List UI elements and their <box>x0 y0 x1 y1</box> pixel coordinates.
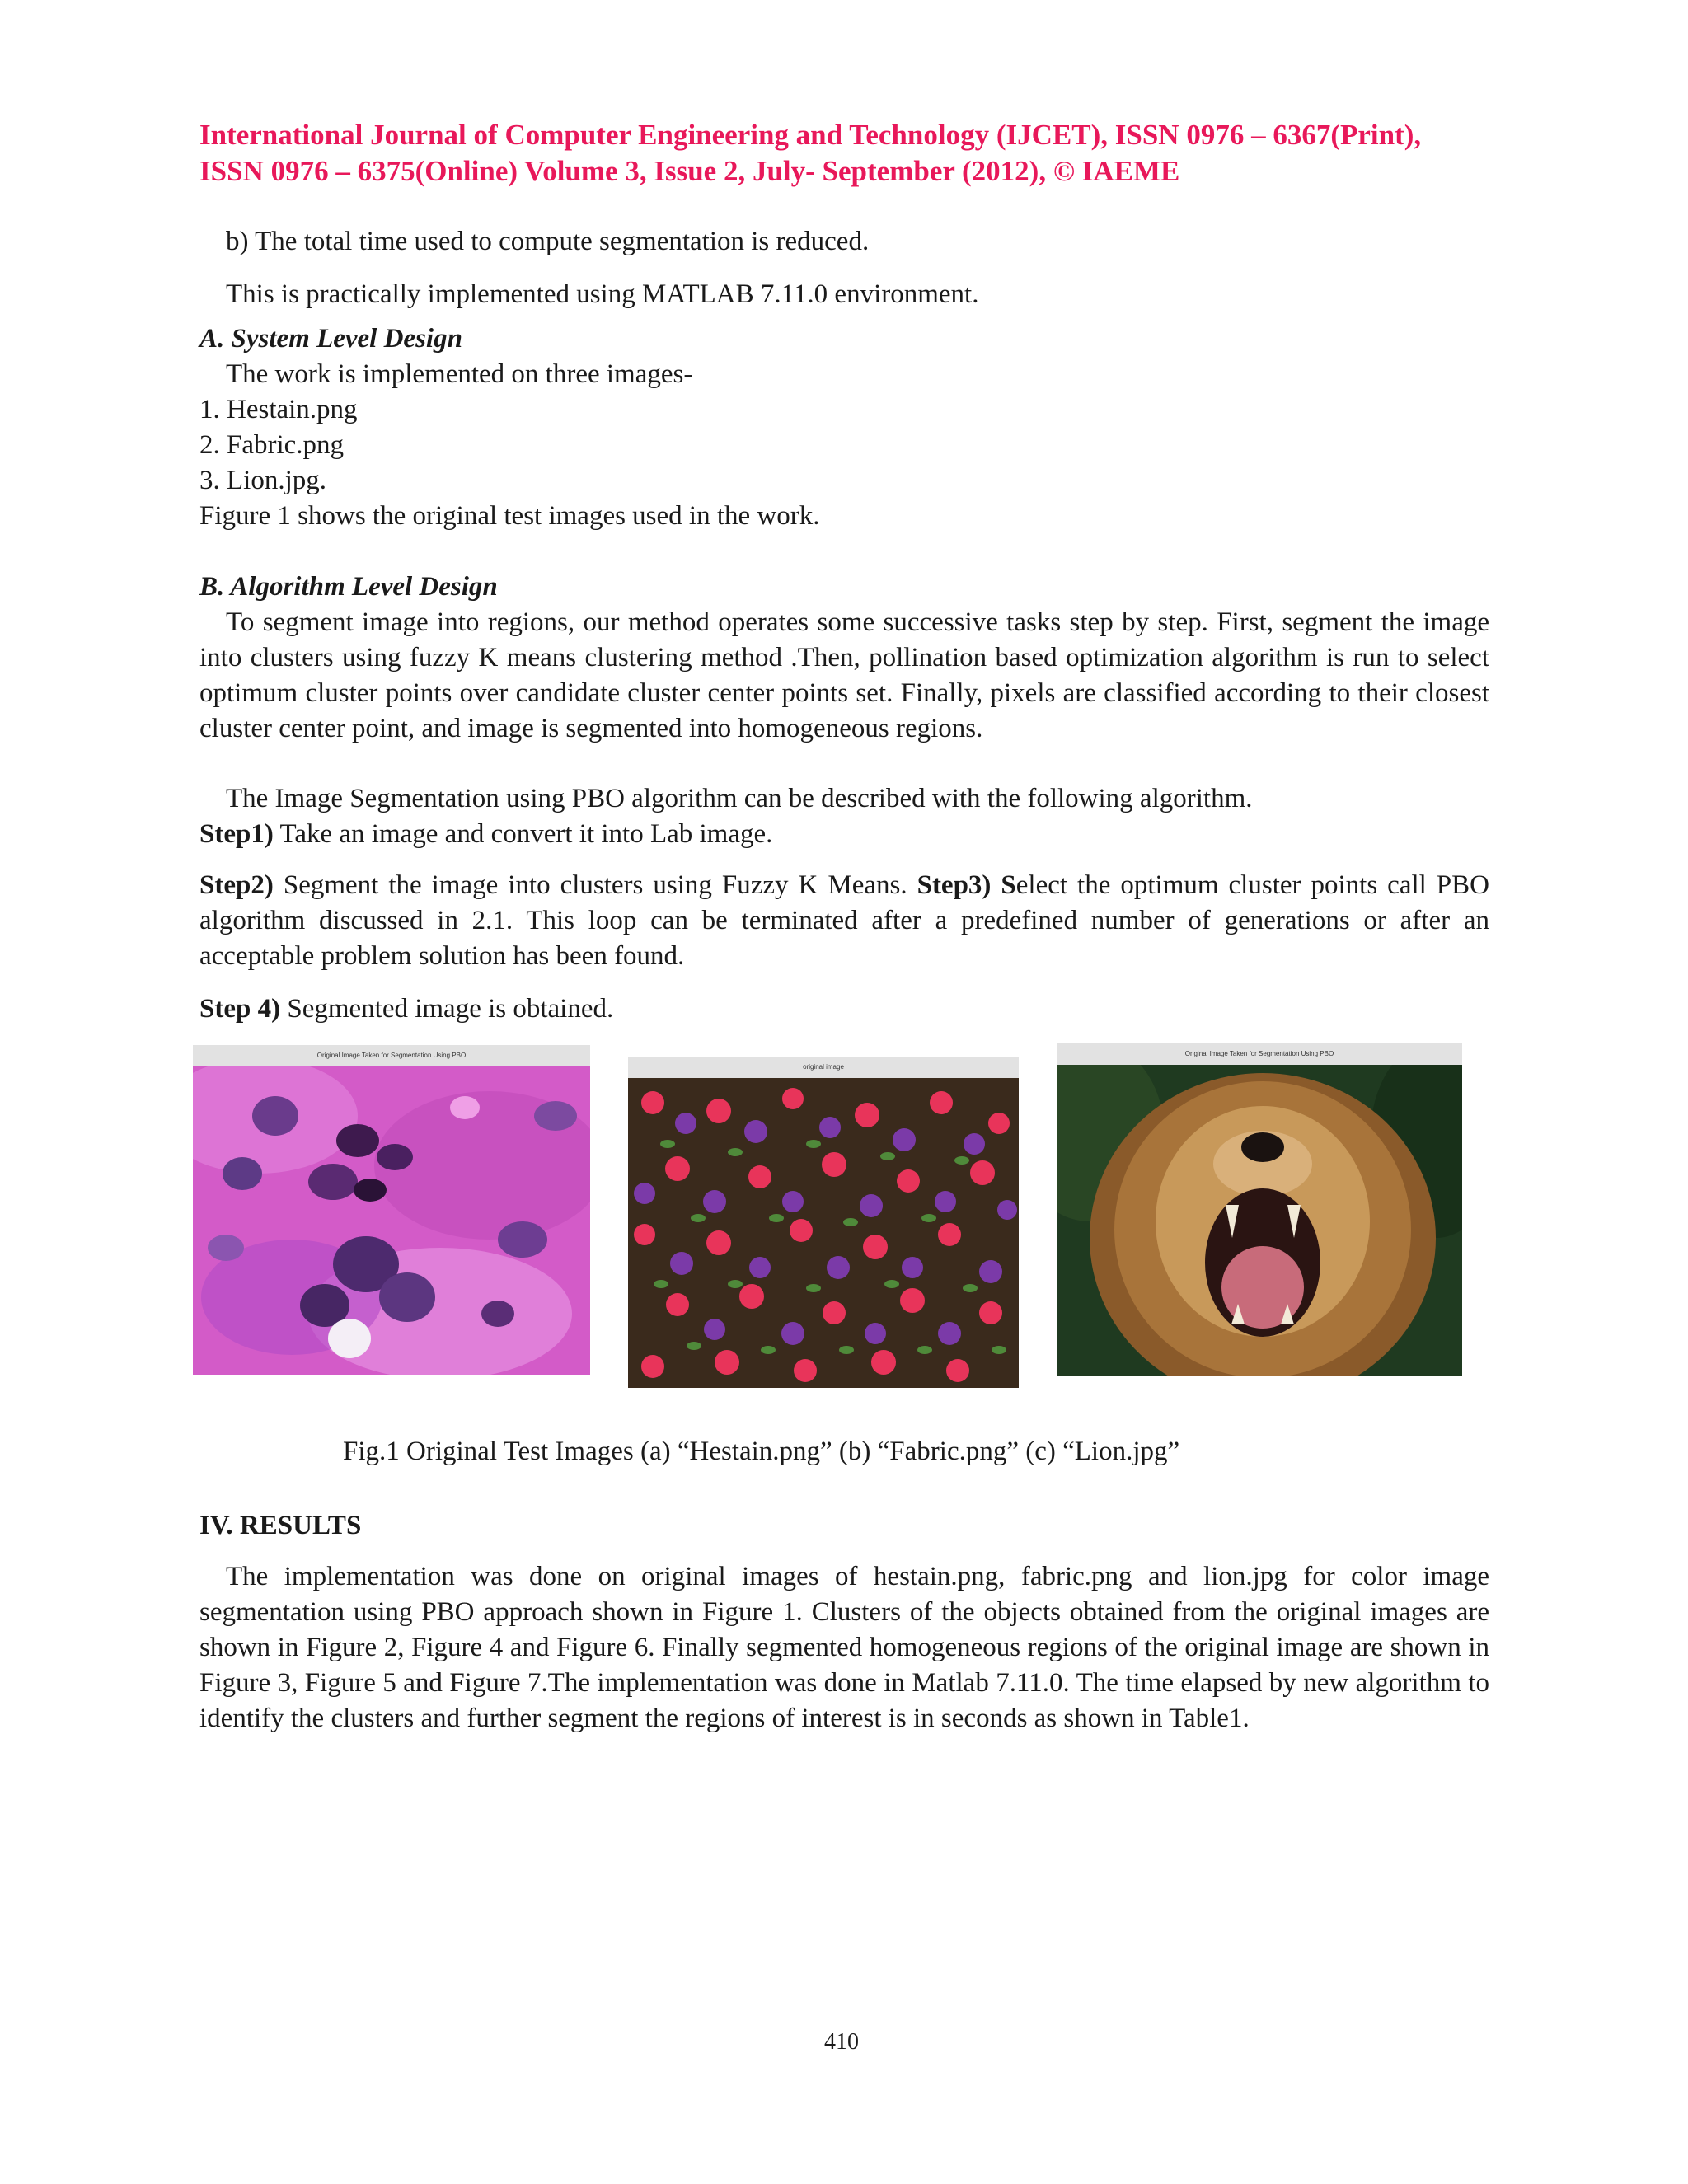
step2-text: Segment the image into clusters using Fuzzy K Means. <box>273 870 917 900</box>
lion-window-title: Original Image Taken for Segmentation Using PBO <box>1184 1050 1334 1057</box>
step3-label: Step3) S <box>917 870 1016 900</box>
system-design-intro: The work is implemented on three images- <box>226 359 693 389</box>
section-heading-results: IV. RESULTS <box>199 1511 362 1540</box>
figure-caption: Fig.1 Original Test Images (a) “Hestain.png” (b) “Fabric.png” (c) “Lion.jpg” <box>343 1436 1180 1466</box>
figure-reference: Figure 1 shows the original test images used in the work. <box>199 501 820 531</box>
algorithm-paragraph: To segment image into regions, our method operates some successive tasks step by step. First, segment the image into clusters using fuzzy K means clustering method .Then, pollination based optimization algorithm is run to select optimum cluster points over candidate cluster center points set. Finally, pixels are classified according to their closest cluster center point, and image is segmented into homogeneous regions. <box>199 607 1489 743</box>
algorithm-intro: The Image Segmentation using PBO algorithm can be described with the following algorithm. <box>226 784 1253 813</box>
fabric-window-title: original image <box>803 1063 844 1071</box>
matlab-note: This is practically implemented using MATLAB 7.11.0 environment. <box>226 279 979 309</box>
step3-text: elect the optimum cluster points call PBO algorithm discussed in 2.1. This loop can be terminated after a predefined number of generations or after an acceptable problem solution has been found. <box>199 870 1489 971</box>
journal-header-line1: International Journal of Computer Engineering and Technology (IJCET), ISSN 0976 – 6367(Print), <box>199 119 1422 151</box>
fabric-image <box>628 1057 1019 1388</box>
results-paragraph: The implementation was done on original images of hestain.png, fabric.png and lion.jpg for color image segmentation using PBO approach shown in Figure 1. Clusters of the objects obtained from the original images are shown in Figure 2, Figure 4 and Figure 6. Finally segmented homogeneous regions of the original image are shown in Figure 3, Figure 5 and Figure 7.The implementation was done in Matlab 7.11.0. The time elapsed by new algorithm to identify the clusters and further segment the regions of interest is in seconds as shown in Table1. <box>199 1562 1489 1733</box>
step4-text: Segmented image is obtained. <box>280 994 614 1024</box>
hestain-image <box>193 1045 590 1375</box>
list-item: 3. Lion.jpg. <box>199 466 326 495</box>
hestain-window-titlebar <box>193 1045 590 1067</box>
lion-picture <box>1057 1065 1462 1376</box>
list-item: 1. Hestain.png <box>199 395 358 424</box>
hestain-picture <box>193 1066 590 1375</box>
section-heading-algorithm-design: B. Algorithm Level Design <box>199 572 498 602</box>
list-item: 2. Fabric.png <box>199 430 345 460</box>
step4 <box>199 991 613 1027</box>
step1 <box>199 817 772 852</box>
page-number: 410 <box>824 2029 859 2055</box>
step1-label: Step1) <box>199 819 274 849</box>
step4-label: Step 4) <box>199 994 281 1024</box>
step1-text: Take an image and convert it into Lab image. <box>273 819 773 849</box>
lion-image <box>1057 1043 1462 1376</box>
step2-label: Step2) <box>199 870 274 900</box>
objective-b: b) The total time used to compute segmentation is reduced. <box>226 227 870 256</box>
lion-window-titlebar <box>1057 1043 1462 1066</box>
journal-header <box>199 117 1502 190</box>
fabric-window-titlebar <box>628 1057 1019 1079</box>
journal-header-line2: ISSN 0976 – 6375(Online) Volume 3, Issue 2, July- September (2012), © IAEME <box>199 155 1180 187</box>
section-heading-system-design: A. System Level Design <box>199 324 462 354</box>
steps-2-3 <box>199 868 1489 974</box>
hestain-window-title: Original Image Taken for Segmentation Using PBO <box>316 1052 467 1059</box>
fabric-picture <box>628 1078 1019 1388</box>
